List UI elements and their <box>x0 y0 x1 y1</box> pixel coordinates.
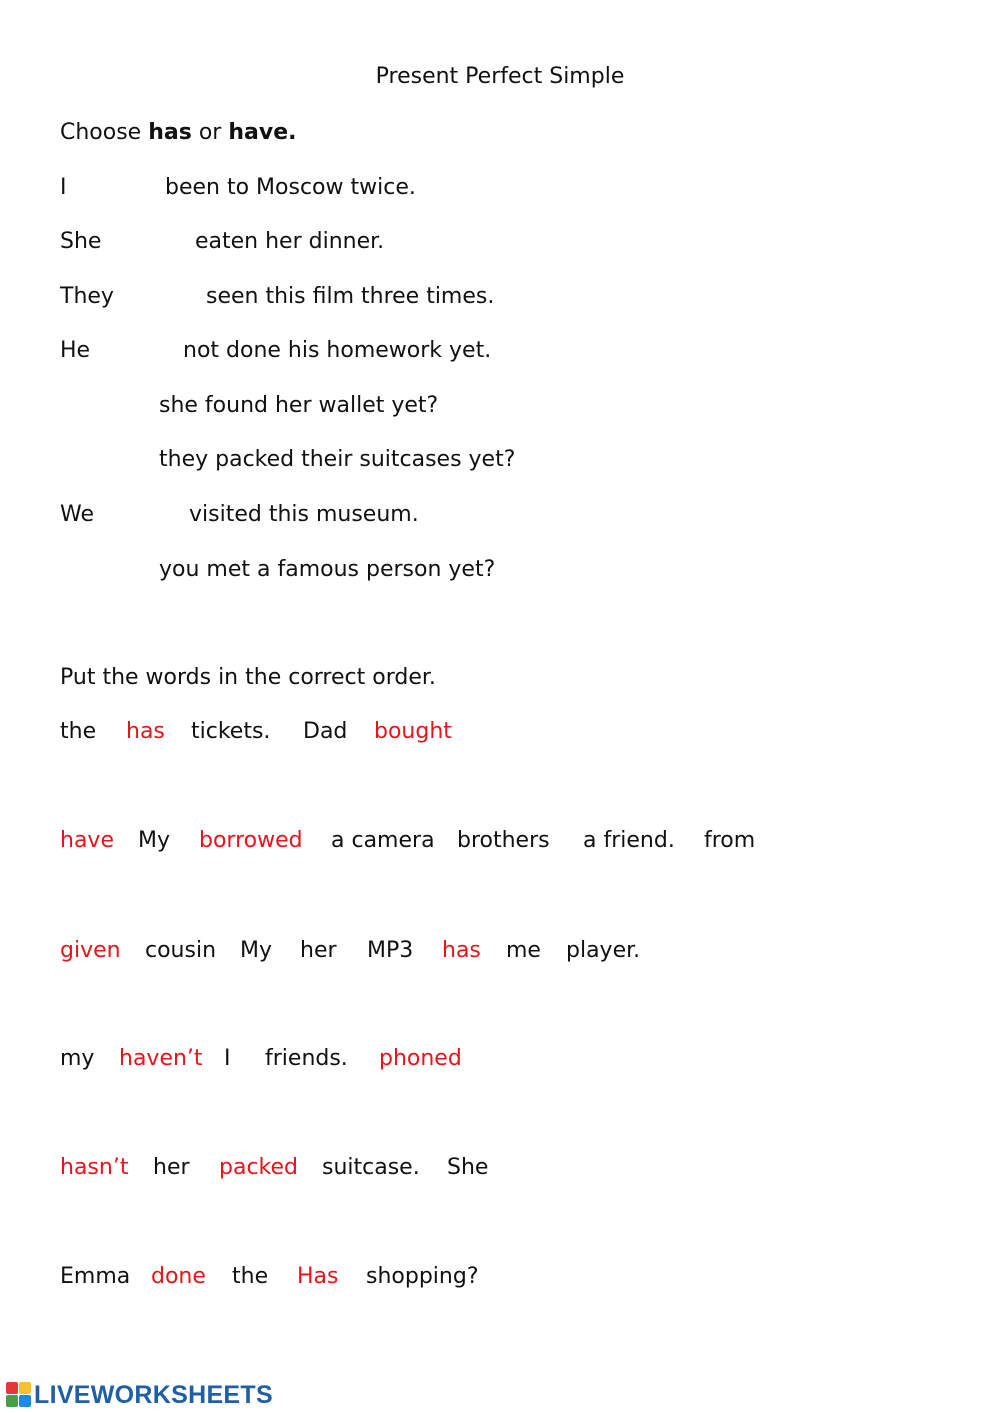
word-tile[interactable]: suitcase. <box>322 1155 420 1180</box>
logo-square <box>19 1395 31 1407</box>
sentence-2-rest: eaten her dinner. <box>195 229 385 254</box>
instruction-or: or <box>198 120 222 145</box>
sentence-7-subject: We <box>60 502 94 527</box>
word-tile[interactable]: friends. <box>265 1046 348 1071</box>
word-tile[interactable]: me <box>506 938 541 963</box>
word-tile[interactable]: She <box>447 1155 489 1180</box>
word-tile[interactable]: tickets. <box>191 719 271 744</box>
logo-text: LIVEWORKSHEETS <box>34 1380 273 1409</box>
logo-square <box>19 1382 31 1394</box>
word-tile[interactable]: My <box>240 938 273 963</box>
word-tile[interactable]: Has <box>297 1264 339 1289</box>
word-tile[interactable]: MP3 <box>367 938 414 963</box>
section2-instruction: Put the words in the correct order. <box>60 665 436 690</box>
sentence-3-subject: They <box>60 284 114 309</box>
word-tile[interactable]: the <box>232 1264 269 1289</box>
sentence-1-subject: I <box>60 175 67 200</box>
logo-square <box>6 1395 18 1407</box>
word-tile[interactable]: cousin <box>145 938 217 963</box>
word-tile[interactable]: hasn’t <box>60 1155 129 1180</box>
word-tile[interactable]: her <box>153 1155 190 1180</box>
word-tile[interactable]: My <box>138 828 171 853</box>
word-tile[interactable]: haven’t <box>119 1046 203 1071</box>
word-tile[interactable]: a camera <box>331 828 435 853</box>
word-tile[interactable]: player. <box>566 938 641 963</box>
word-tile[interactable]: bought <box>374 719 452 744</box>
word-tile[interactable]: a friend. <box>583 828 675 853</box>
word-tile[interactable]: her <box>300 938 337 963</box>
word-tile[interactable]: packed <box>219 1155 298 1180</box>
logo-square <box>6 1382 18 1394</box>
word-tile[interactable]: Dad <box>303 719 348 744</box>
sentence-1-rest: been to Moscow twice. <box>165 175 416 200</box>
word-tile[interactable]: phoned <box>379 1046 462 1071</box>
word-tile[interactable]: borrowed <box>199 828 303 853</box>
word-tile[interactable]: from <box>704 828 756 853</box>
instruction-word-have: have. <box>228 120 297 145</box>
word-tile[interactable]: Emma <box>60 1264 131 1289</box>
word-tile[interactable]: I <box>224 1046 231 1071</box>
sentence-6-rest: they packed their suitcases yet? <box>159 447 516 472</box>
instruction-word-has: has <box>148 120 192 145</box>
logo-grid-icon <box>6 1382 32 1408</box>
sentence-3-rest: seen this film three times. <box>206 284 495 309</box>
word-tile[interactable]: shopping? <box>366 1264 479 1289</box>
word-tile[interactable]: given <box>60 938 121 963</box>
sentence-4-subject: He <box>60 338 91 363</box>
word-tile[interactable]: my <box>60 1046 95 1071</box>
instruction-prefix: Choose <box>60 120 142 145</box>
sentence-8-rest: you met a famous person yet? <box>159 557 496 582</box>
word-tile[interactable]: done <box>151 1264 206 1289</box>
sentence-5-rest: she found her wallet yet? <box>159 393 439 418</box>
word-tile[interactable]: has <box>442 938 481 963</box>
section1-instruction <box>60 120 297 146</box>
word-tile[interactable]: have <box>60 828 114 853</box>
word-tile[interactable]: the <box>60 719 97 744</box>
sentence-4-rest: not done his homework yet. <box>183 338 492 363</box>
word-tile[interactable]: has <box>126 719 165 744</box>
sentence-7-rest: visited this museum. <box>189 502 419 527</box>
page-title: Present Perfect Simple <box>375 64 625 89</box>
sentence-2-subject: She <box>60 229 102 254</box>
liveworksheets-logo[interactable] <box>6 1380 273 1410</box>
word-tile[interactable]: brothers <box>457 828 550 853</box>
